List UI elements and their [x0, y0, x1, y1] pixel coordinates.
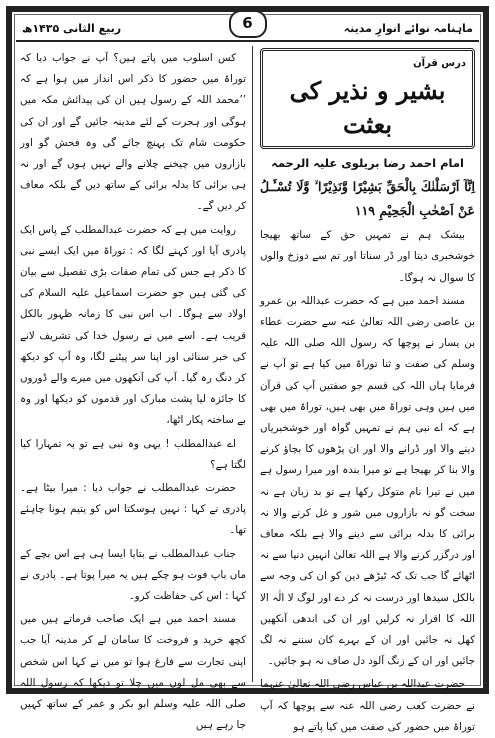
paragraph: اے عبدالمطلب ! یہی وہ نبی ہے تو یہ تمہارا کیا لگتا ہے؟	[20, 437, 246, 471]
paragraph: بیشک ہم نے تمہیں حق کے ساتھ بھیجا خوشخبری دیتا اور ڈر سناتا اور تم سے دوزخ والوں کا سوال نہ ہوگا۔	[260, 229, 475, 284]
title-box	[260, 48, 475, 149]
column-divider	[252, 46, 253, 682]
paragraph: مسند احمد میں ہے کہ حضرت عبداللہ بن عمرو بن عاصی رضی اللہ تعالیٰ عنہ سے حضرت عطاء بن یسار نے پوچھا کہ رسول اللہ صلی اللہ علیہ وسلم کی صفت و ثنا توراۃ میں کیا ہے تو آپ نے فرمایا ہاں اللہ کی قسم جو صفتیں آپ کی قرآن میں ہیں وہی توراۃ میں بھی ہیں، توراۃ میں بھی ہے کہ اے نبی ہم نے تمہیں گواہ اور خوشخبریاں دینے والا اور ڈرانے والا اور ان پڑھوں کا بچاؤ کرنے والا بنا کر بھیجا ہے تو میرا بندہ اور میرا رسول ہے میں نے تیرا نام متوکل رکھا ہے تو بد زبان ہے نہ سخت گو نہ بازاروں میں شور و غل کرنے والا نہ برائی کا بدلہ برائی سے دینے والا ہے بلکہ معاف اور درگزر کرنے والا ہے اللہ تعالیٰ انہیں دنیا سے نہ اٹھائے گا جب تک کہ ٹیڑھے دین کو ان کی وجہ سے بالکل سیدھا اور درست نہ کر دے اور لوگ لا الٰہ الا اللہ کا اقرار نہ کرلیں اور ان کی اندھی آنکھیں کھل نہ جائیں اور ان کے بہرے کان سننے نہ لگ جائیں اور ان کے زنگ آلود دل صاف نہ ہو جائیں۔	[260, 294, 475, 668]
paragraph: حضرت عبدالمطلب نے جواب دیا : میرا بیٹا ہے۔ پادری نے کہا : نہیں ہوسکتا اس کو یتیم ہونا چاہئے تھا۔	[20, 482, 246, 537]
page-number: 6	[229, 10, 267, 38]
paragraph: حضرت عبداللہ بن عباس رضی اللہ تعالیٰ عنہما نے حضرت کعب رضی اللہ عنہ سے پوچھا کہ آپ توراۃ میں حضور کی صفت میں کیا پاتے ہو	[260, 678, 475, 733]
paragraph: روایت میں ہے کہ حضرت عبدالمطلب کے پاس ایک پادری آیا اور کہنے لگا کہ : توراۃ میں ایک ایسے نبی کا ذکر ہے جس کی تمام صفات بڑی تفصیل سے بیان کی گئی ہیں جو حضرت اسماعیل علیہ السلام کی اولاد سے ہوگا۔ اب اس نبی کا زمانہ ظہور بالکل قریب ہے۔ اسے میں نے رسول خدا کی تشریف لانے کی خبر سنائی اور اپنا سر پیٹنے لگا، وہ آپ کو دیکھ کر دنگ رہ گیا۔ آپ کی آنکھوں میں میرے والے ڈوروں کا جائزہ لیا پشت مبارک اور قدموں کو دیکھا اور وہ بے ساختہ پکار اٹھا،	[20, 223, 246, 427]
article-title: بشیر و نذیر کی بعثت	[289, 76, 446, 140]
verse-reference: ۱۱۹	[354, 203, 376, 219]
verse-text: اِنَّآ اَرْسَلْنٰكَ بِالْحَقِّ بَشِيْرًا وَّنَذِيْرًا ۙ وَّلَا تُسْـَٔـلُ عَنْ اَصْحٰبِ الْجَحِيْمِ	[260, 179, 475, 219]
article-author: امام احمد رضا بریلوی علیہ الرحمہ	[271, 156, 464, 171]
left-column	[20, 48, 246, 732]
right-column	[260, 48, 475, 733]
paragraph: کس اسلوب میں پاتے ہیں؟ آپ نے جواب دیا کہ توراۃ میں حضور کا ذکر اس انداز میں ہوا ہے کہ ’’محمد اللہ کے رسول ہیں ان کی پیدائش مکہ میں ہوگی اور ہجرت کے لئے مدینہ جائیں گے اور ان کی حکومت شام تک پہنچ جائے گی وہ فحش گو اور بازاروں میں چیخنے چلانے والے نہیں ہوں گے اور نہ ہی برائی کا بدلہ برائی کے ساتھ دیں گے بلکہ معاف کر دیں گے۔	[20, 52, 246, 213]
issue-date: ربیع الثانی ۱۴۳۵ھ	[22, 21, 122, 35]
paragraph: مسند احمد میں ہے ایک صاحب فرماتے ہیں میں کچھ خرید و فروخت کا سامان لے کر مدینہ آیا جب اپنی تجارت سے فارغ ہوا تو میں نے کہا اس شخص سے بھی مل لوں میں چلا تو دیکھا کہ رسول اللہ صلی اللہ علیہ وسلم ابو بکر و عمر کے ساتھ کہیں جا رہے ہیں	[20, 613, 246, 732]
magazine-title: ماہنامہ نوائے انوارِ مدینہ	[343, 21, 473, 35]
magazine-page	[6, 6, 489, 733]
quran-verse	[260, 175, 475, 223]
paragraph: جناب عبدالمطلب نے بتایا ایسا ہی ہے اس بچے کے ماں باپ فوت ہو چکے ہیں یہ میرا پوتا ہے۔ پادری نے کہا : اس کی حفاظت کرو۔	[20, 547, 246, 603]
article-series: درس قرآن	[413, 58, 466, 69]
